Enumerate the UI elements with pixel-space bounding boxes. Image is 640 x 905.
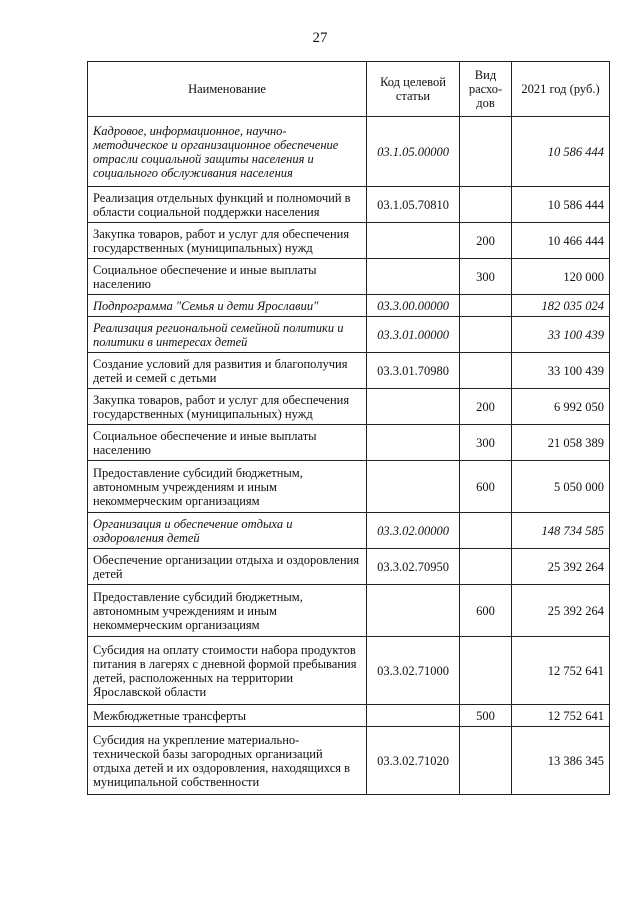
header-code: Код целевой статьи	[367, 62, 460, 117]
header-name: Наименование	[88, 62, 367, 117]
row-code: 03.3.02.71020	[367, 727, 460, 795]
row-name: Предоставление субсидий бюджетным, автономным учреждениям и иным некоммерческим организациям	[88, 585, 367, 637]
row-kind	[460, 353, 512, 389]
table-row	[88, 187, 610, 223]
row-kind: 600	[460, 461, 512, 513]
table-row	[88, 549, 610, 585]
row-amount: 12 752 641	[512, 705, 610, 727]
row-kind	[460, 317, 512, 353]
row-kind	[460, 513, 512, 549]
row-amount: 33 100 439	[512, 317, 610, 353]
row-amount: 25 392 264	[512, 549, 610, 585]
table-row	[88, 513, 610, 549]
row-name: Межбюджетные трансферты	[88, 705, 367, 727]
row-name: Субсидия на оплату стоимости набора продуктов питания в лагерях с дневной формой пребывания детей, расположенных на территории Ярославской области	[88, 637, 367, 705]
table-row	[88, 461, 610, 513]
header-amount: 2021 год (руб.)	[512, 62, 610, 117]
table-row	[88, 637, 610, 705]
table-row	[88, 117, 610, 187]
row-amount: 25 392 264	[512, 585, 610, 637]
row-kind: 600	[460, 585, 512, 637]
table-row	[88, 425, 610, 461]
row-name: Реализация отдельных функций и полномочий в области социальной поддержки населения	[88, 187, 367, 223]
table-row	[88, 389, 610, 425]
row-code: 03.1.05.70810	[367, 187, 460, 223]
row-amount: 148 734 585	[512, 513, 610, 549]
row-code: 03.3.02.71000	[367, 637, 460, 705]
row-name: Субсидия на укрепление материально-технической базы загородных организаций отдыха детей и их оздоровления, находящихся в муниципальной собственности	[88, 727, 367, 795]
row-name: Обеспечение организации отдыха и оздоровления детей	[88, 549, 367, 585]
header-kind: Вид расхо-дов	[460, 62, 512, 117]
row-amount: 13 386 345	[512, 727, 610, 795]
row-kind: 200	[460, 389, 512, 425]
budget-table	[87, 61, 610, 795]
row-amount: 6 992 050	[512, 389, 610, 425]
row-code: 03.3.01.70980	[367, 353, 460, 389]
row-code: 03.3.02.70950	[367, 549, 460, 585]
row-name: Создание условий для развития и благополучия детей и семей с детьми	[88, 353, 367, 389]
row-name: Закупка товаров, работ и услуг для обеспечения государственных (муниципальных) нужд	[88, 223, 367, 259]
table-row	[88, 295, 610, 317]
table-row	[88, 353, 610, 389]
row-name: Реализация региональной семейной политики и политики в интересах детей	[88, 317, 367, 353]
row-kind: 300	[460, 425, 512, 461]
table-row	[88, 223, 610, 259]
row-code	[367, 705, 460, 727]
row-name: Организация и обеспечение отдыха и оздоровления детей	[88, 513, 367, 549]
row-amount: 12 752 641	[512, 637, 610, 705]
row-code: 03.3.01.00000	[367, 317, 460, 353]
table-row	[88, 585, 610, 637]
row-amount: 10 466 444	[512, 223, 610, 259]
row-code	[367, 259, 460, 295]
table-row	[88, 727, 610, 795]
table-row	[88, 705, 610, 727]
row-kind	[460, 117, 512, 187]
row-amount: 10 586 444	[512, 117, 610, 187]
row-name: Закупка товаров, работ и услуг для обеспечения государственных (муниципальных) нужд	[88, 389, 367, 425]
table-row	[88, 317, 610, 353]
row-code	[367, 425, 460, 461]
row-name: Социальное обеспечение и иные выплаты населению	[88, 425, 367, 461]
row-kind	[460, 549, 512, 585]
row-name: Социальное обеспечение и иные выплаты населению	[88, 259, 367, 295]
row-code	[367, 389, 460, 425]
row-kind: 500	[460, 705, 512, 727]
row-kind	[460, 295, 512, 317]
row-code	[367, 223, 460, 259]
table-row	[88, 259, 610, 295]
row-kind	[460, 637, 512, 705]
row-code	[367, 585, 460, 637]
row-name: Подпрограмма "Семья и дети Ярославии"	[88, 295, 367, 317]
row-amount: 10 586 444	[512, 187, 610, 223]
row-code	[367, 461, 460, 513]
row-kind	[460, 187, 512, 223]
row-kind: 300	[460, 259, 512, 295]
row-code: 03.1.05.00000	[367, 117, 460, 187]
row-code: 03.3.00.00000	[367, 295, 460, 317]
row-kind	[460, 727, 512, 795]
row-kind: 200	[460, 223, 512, 259]
row-amount: 5 050 000	[512, 461, 610, 513]
table-header-row	[88, 62, 610, 117]
row-name: Кадровое, информационное, научно-методическое и организационное обеспечение отрасли социальной защиты населения и социального обслуживания населения	[88, 117, 367, 187]
row-amount: 21 058 389	[512, 425, 610, 461]
row-name: Предоставление субсидий бюджетным, автономным учреждениям и иным некоммерческим организациям	[88, 461, 367, 513]
page-number: 27	[312, 30, 328, 46]
row-amount: 33 100 439	[512, 353, 610, 389]
row-amount: 182 035 024	[512, 295, 610, 317]
row-amount: 120 000	[512, 259, 610, 295]
row-code: 03.3.02.00000	[367, 513, 460, 549]
